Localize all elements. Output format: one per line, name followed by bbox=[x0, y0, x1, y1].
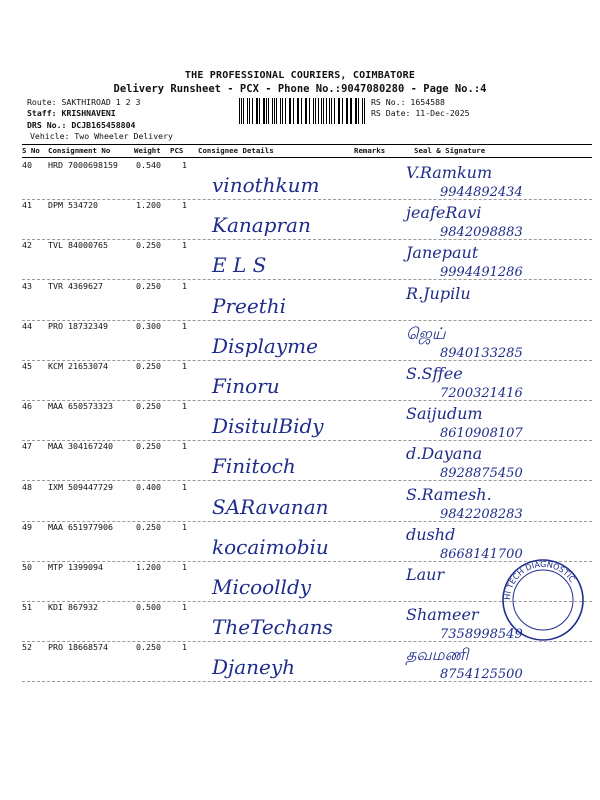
table-row bbox=[22, 361, 592, 401]
barcode-bar bbox=[259, 98, 260, 124]
runsheet-title: Delivery Runsheet - PCX - Phone No.:9047080280 - Page No.:4 bbox=[113, 83, 487, 95]
rs-number: RS No.: 1654588 bbox=[371, 97, 445, 107]
row-weight: 0.250 bbox=[136, 280, 161, 291]
signature bbox=[400, 240, 580, 282]
row-sno: 45 bbox=[22, 361, 32, 371]
col-weight: Weight bbox=[134, 146, 161, 155]
signature-name: jeafeRavi bbox=[406, 203, 482, 223]
row-consignment-no: TVR 4369627 bbox=[48, 280, 103, 291]
row-sno: 50 bbox=[22, 562, 32, 572]
signature-name: S.Ramesh. bbox=[406, 484, 492, 504]
barcode-bar bbox=[263, 98, 264, 124]
row-pcs: 1 bbox=[182, 401, 187, 412]
row-weight: 1.200 bbox=[136, 200, 161, 211]
row-weight: 0.250 bbox=[136, 642, 161, 653]
drs-label: DRS No.: bbox=[27, 120, 67, 130]
row-weight: 0.400 bbox=[136, 481, 161, 492]
vehicle-label: Vehicle: Two Wheeler Delivery bbox=[30, 131, 173, 141]
consignee-handwriting bbox=[208, 244, 368, 284]
table-row bbox=[22, 200, 592, 240]
barcode-bar bbox=[276, 98, 277, 124]
row-pcs: 1 bbox=[182, 160, 187, 170]
signature-phone: 8668141700 bbox=[440, 546, 523, 562]
consignee-handwriting bbox=[208, 325, 368, 365]
consignee-name: DisitulBidy bbox=[212, 414, 324, 439]
row-consignment-no: PRO 18668574 bbox=[48, 642, 108, 653]
signature-name: Shameer bbox=[406, 605, 479, 625]
row-weight: 0.250 bbox=[136, 521, 161, 532]
stamp-text: HI TECH DIAGNOSTIC bbox=[502, 559, 577, 601]
col-remarks: Remarks bbox=[354, 146, 386, 155]
row-sno: 40 bbox=[22, 160, 32, 170]
route-label: Route: SAKTHIROAD 1 2 3 bbox=[27, 97, 141, 107]
row-consignment-no: TVL 84000765 bbox=[48, 240, 108, 251]
rs-date: RS Date: 11-Dec-2025 bbox=[371, 108, 470, 118]
consignee-name: Finitoch bbox=[212, 454, 296, 479]
row-weight: 0.300 bbox=[136, 320, 161, 331]
barcode-bar bbox=[339, 98, 340, 124]
barcode-bar bbox=[331, 98, 332, 124]
row-pcs: 1 bbox=[182, 562, 187, 572]
consignee-handwriting bbox=[208, 204, 368, 244]
consignee-name: TheTechans bbox=[212, 615, 333, 640]
row-pcs: 1 bbox=[182, 481, 187, 492]
consignee-name: Djaneyh bbox=[212, 655, 296, 680]
hitech-stamp bbox=[498, 555, 588, 645]
signature-name: R.Jupilu bbox=[406, 283, 471, 303]
signature-name: S.Sffee bbox=[406, 364, 463, 383]
consignee-handwriting bbox=[208, 566, 368, 606]
row-consignment-no: MAA 650573323 bbox=[48, 401, 113, 412]
signature bbox=[400, 401, 580, 443]
row-sno: 41 bbox=[22, 200, 32, 211]
consignee-handwriting bbox=[208, 445, 368, 485]
barcode-bar bbox=[252, 98, 253, 124]
signature-phone: 9842098883 bbox=[440, 225, 523, 241]
signature-name: Janepaut bbox=[406, 243, 479, 263]
barcode-bar bbox=[306, 98, 307, 124]
barcode-bar bbox=[358, 98, 359, 124]
consignee-name: SARavanan bbox=[212, 494, 329, 519]
barcode-bar bbox=[350, 98, 351, 124]
barcode-bar bbox=[293, 98, 294, 124]
row-sno: 46 bbox=[22, 401, 32, 412]
signature bbox=[400, 361, 580, 403]
row-consignment-no: MAA 304167240 bbox=[48, 441, 113, 452]
barcode-bar bbox=[334, 98, 335, 124]
signature-name: Laur bbox=[406, 565, 445, 584]
consignee-name: Preethi bbox=[212, 293, 287, 318]
row-pcs: 1 bbox=[182, 280, 187, 291]
barcode-bar bbox=[315, 98, 316, 124]
barcode-bar bbox=[285, 98, 286, 124]
signature bbox=[400, 441, 580, 483]
row-sno: 52 bbox=[22, 642, 32, 653]
signature-phone: 9842208283 bbox=[440, 506, 523, 522]
consignee-name: kocaimobiu bbox=[212, 534, 329, 559]
signature-name: Saijudum bbox=[406, 404, 483, 424]
row-sno: 42 bbox=[22, 240, 32, 251]
consignee-handwriting bbox=[208, 486, 368, 526]
row-consignment-no: IXM 509447729 bbox=[48, 481, 113, 492]
table-row bbox=[22, 240, 592, 280]
col-consignment: Consignment No bbox=[48, 146, 111, 155]
row-consignment-no: DPM 534720 bbox=[48, 200, 98, 211]
consignee-name: Finoru bbox=[212, 374, 280, 398]
consignee-name: E L S bbox=[212, 253, 267, 278]
col-seal-signature: Seal & Signature bbox=[414, 146, 486, 155]
consignee-name: Micoolldy bbox=[212, 575, 312, 599]
consignee-name: vinothkum bbox=[212, 173, 320, 197]
row-pcs: 1 bbox=[182, 361, 187, 371]
consignee-handwriting bbox=[208, 646, 368, 686]
table-row bbox=[22, 281, 592, 321]
signature-phone: 8940133285 bbox=[440, 345, 523, 361]
signature-name: V.Ramkum bbox=[406, 163, 493, 182]
drs-line bbox=[27, 120, 135, 131]
row-weight: 0.250 bbox=[136, 240, 161, 251]
row-sno: 44 bbox=[22, 320, 32, 331]
row-pcs: 1 bbox=[182, 441, 187, 452]
table-row bbox=[22, 642, 592, 682]
row-weight: 1.200 bbox=[136, 562, 161, 572]
row-consignment-no: PRO 18732349 bbox=[48, 320, 108, 331]
signature-phone: 9944892434 bbox=[440, 185, 523, 200]
barcode-bar bbox=[313, 98, 314, 124]
signature-phone: 8610908107 bbox=[440, 426, 523, 442]
col-sno: S No bbox=[22, 146, 40, 155]
signature bbox=[400, 200, 580, 242]
signature-name: dushd bbox=[406, 524, 456, 544]
consignee-handwriting bbox=[208, 606, 368, 646]
row-sno: 49 bbox=[22, 521, 32, 532]
header-bottom-rule bbox=[22, 157, 592, 158]
barcode bbox=[239, 98, 367, 124]
row-consignment-no: MTP 1399094 bbox=[48, 562, 103, 572]
signature bbox=[400, 160, 580, 202]
barcode-bar bbox=[364, 98, 365, 124]
row-pcs: 1 bbox=[182, 521, 187, 532]
row-sno: 47 bbox=[22, 441, 32, 452]
signature bbox=[400, 482, 580, 524]
signature-phone: 8754125500 bbox=[440, 667, 523, 683]
row-weight: 0.500 bbox=[136, 602, 161, 613]
consignee-handwriting bbox=[208, 526, 368, 566]
barcode-bar bbox=[239, 98, 240, 124]
consignee-handwriting bbox=[208, 285, 368, 325]
table-row bbox=[22, 401, 592, 441]
consignee-handwriting bbox=[208, 164, 368, 204]
signature bbox=[400, 642, 580, 684]
row-sno: 51 bbox=[22, 602, 32, 613]
row-sno: 43 bbox=[22, 280, 32, 291]
row-pcs: 1 bbox=[182, 200, 187, 211]
barcode-bar bbox=[301, 98, 302, 124]
staff-label: Staff: bbox=[27, 108, 57, 118]
drs-number: DCJB165458804 bbox=[71, 120, 136, 130]
signature-name: தவமணி bbox=[406, 645, 469, 665]
staff-name: KRISHNAVENI bbox=[61, 108, 116, 118]
signature-name: ஜெய் bbox=[406, 323, 446, 343]
row-consignment-no: MAA 651977906 bbox=[48, 521, 113, 532]
signature-phone: 8928875450 bbox=[440, 466, 523, 482]
row-consignment-no: KDI 867932 bbox=[48, 602, 98, 613]
signature-name: d.Dayana bbox=[406, 444, 483, 464]
company-name: THE PROFESSIONAL COURIERS, COIMBATORE bbox=[184, 70, 416, 81]
signature-phone: 7200321416 bbox=[440, 386, 523, 401]
row-divider bbox=[22, 681, 592, 682]
row-consignment-no: HRD 7000698159 bbox=[48, 160, 118, 170]
consignee-handwriting bbox=[208, 365, 368, 405]
col-consignee-details: Consignee Details bbox=[198, 146, 274, 155]
row-pcs: 1 bbox=[182, 602, 187, 613]
row-pcs: 1 bbox=[182, 642, 187, 653]
row-pcs: 1 bbox=[182, 240, 187, 251]
table-row bbox=[22, 321, 592, 361]
barcode-bar bbox=[323, 98, 324, 124]
row-weight: 0.250 bbox=[136, 441, 161, 452]
table-row bbox=[22, 441, 592, 481]
barcode-bar bbox=[347, 98, 348, 124]
header-top-rule bbox=[22, 144, 592, 145]
row-weight: 0.250 bbox=[136, 401, 161, 412]
consignee-handwriting bbox=[208, 405, 368, 445]
row-consignment-no: KCM 21653074 bbox=[48, 361, 108, 371]
row-weight: 0.250 bbox=[136, 361, 161, 371]
row-sno: 48 bbox=[22, 481, 32, 492]
row-weight: 0.540 bbox=[136, 160, 161, 170]
col-pcs: PCS bbox=[170, 146, 184, 155]
consignee-name: Displayme bbox=[212, 333, 318, 358]
signature-phone: 7358998549 bbox=[440, 627, 523, 643]
signature bbox=[400, 281, 580, 323]
barcode-bar bbox=[247, 98, 248, 124]
signature bbox=[400, 321, 580, 363]
table-row bbox=[22, 160, 592, 200]
signature-phone: 9994491286 bbox=[440, 265, 523, 281]
staff-line bbox=[27, 108, 116, 119]
barcode-bar bbox=[282, 98, 283, 124]
table-row bbox=[22, 482, 592, 522]
row-pcs: 1 bbox=[182, 320, 187, 331]
consignee-name: Kanapran bbox=[212, 213, 311, 238]
barcode-bar bbox=[272, 98, 273, 124]
